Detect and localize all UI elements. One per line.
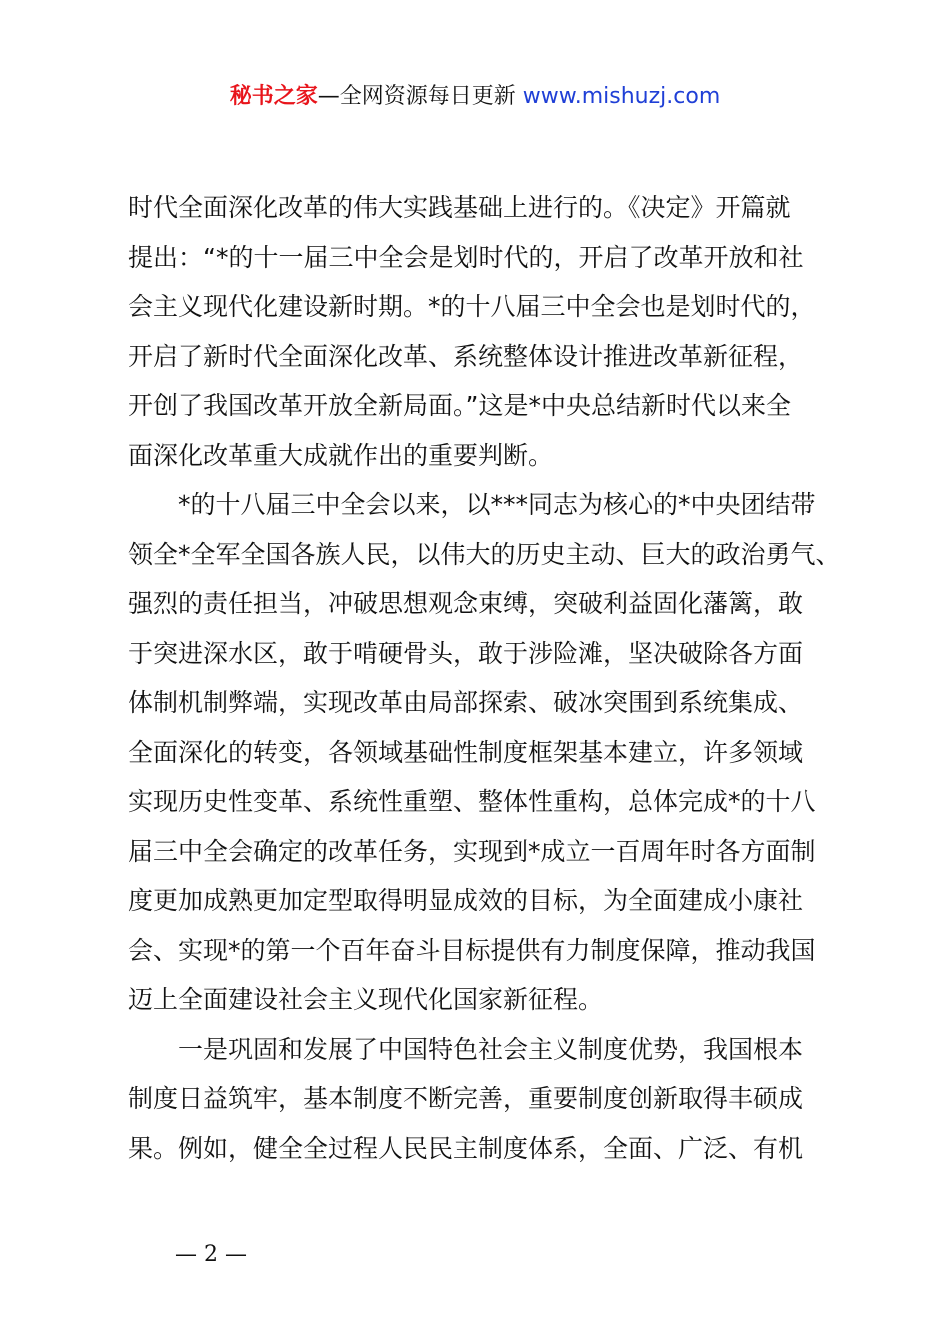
- header-url-link[interactable]: www.mishuzj.com: [522, 84, 721, 109]
- header-brand: 秘书之家: [229, 84, 318, 109]
- page-header: [0, 80, 950, 114]
- text-line: 体制机制弊端，实现改革由局部探索、破冰突围到系统集成、: [128, 688, 804, 717]
- text-line: 领全*全军全国各族人民，以伟大的历史主动、巨大的政治勇气、: [128, 539, 841, 569]
- text-line: 会主义现代化建设新时期。*的十八届三中全会也是划时代的，: [128, 292, 816, 321]
- text-line: *的十八届三中全会以来，以***同志为核心的*中央团结带: [128, 490, 816, 519]
- text-line: 面深化改革重大成就作出的重要判断。: [128, 440, 554, 470]
- text-line: 届三中全会确定的改革任务，实现到*成立一百周年时各方面制: [128, 836, 816, 866]
- text-line: 果。例如，健全全过程人民民主制度体系，全面、广泛、有机: [128, 1133, 804, 1163]
- text-line: 实现历史性变革、系统性重塑、整体性重构，总体完成*的十八: [128, 787, 816, 816]
- text-line: 全面深化的转变，各领域基础性制度框架基本建立，许多领域: [128, 737, 804, 767]
- text-line: 制度日益筑牢，基本制度不断完善，重要制度创新取得丰硕成: [128, 1084, 804, 1113]
- text-line: 度更加成熟更加定型取得明显成效的目标，为全面建成小康社: [128, 886, 804, 915]
- header-slogan: —全网资源每日更新: [317, 84, 516, 109]
- text-line: 开启了新时代全面深化改革、系统整体设计推进改革新征程，: [128, 341, 804, 371]
- text-line: 强烈的责任担当，冲破思想观念束缚，突破利益固化藩篱，敢: [128, 589, 804, 618]
- document-body: [128, 183, 848, 1173]
- text-line: 提出：“*的十一届三中全会是划时代的，开启了改革开放和社: [128, 242, 804, 272]
- text-line: 于突进深水区，敢于啃硬骨头，敢于涉险滩，坚决破除各方面: [128, 638, 804, 668]
- text-line: 迈上全面建设社会主义现代化国家新征程。: [128, 985, 604, 1014]
- text-line: 会、实现*的第一个百年奋斗目标提供有力制度保障，推动我国: [128, 935, 816, 965]
- text-line: 开创了我国改革开放全新局面。”这是*中央总结新时代以来全: [128, 391, 791, 420]
- page-number: — 2 —: [175, 1242, 247, 1267]
- text-line: 一是巩固和发展了中国特色社会主义制度优势，我国根本: [128, 1034, 804, 1064]
- text-line: 时代全面深化改革的伟大实践基础上进行的。《决定》开篇就: [128, 193, 791, 222]
